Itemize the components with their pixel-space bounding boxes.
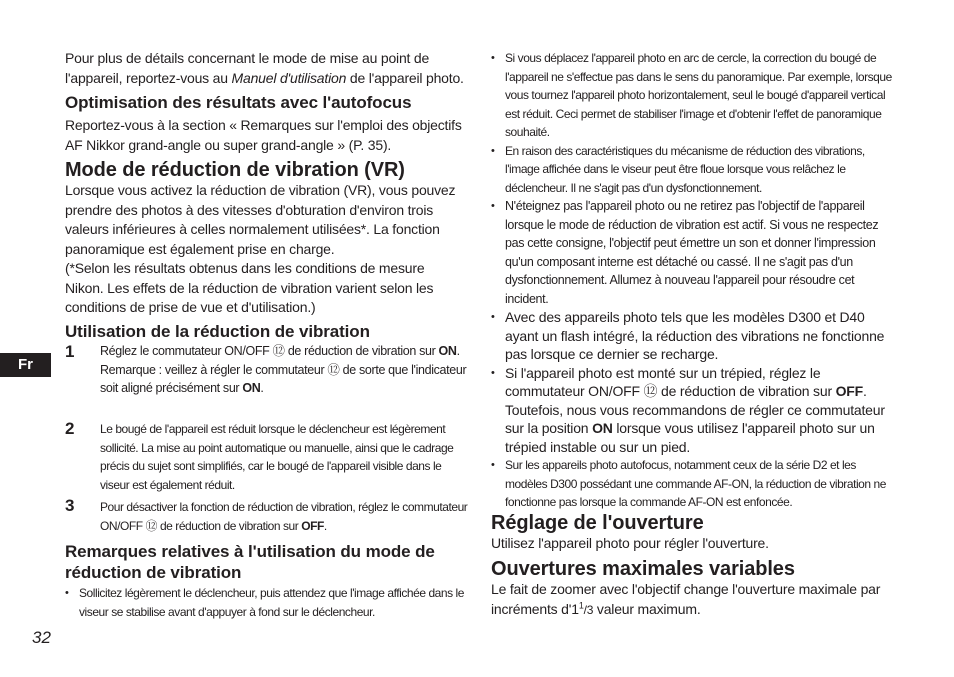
off-label: OFF [301,518,324,533]
on-label: ON [242,381,261,395]
variable-aperture-text [491,580,893,620]
vr-heading: Mode de réduction de vibration (VR) [65,159,405,181]
list-item: • N'éteignez pas l'appareil photo ou ne retirez pas l'objectif de l'appareil lorsque le mode de réduction de vibration est actif. Si vous ne respectez pas cette consigne, l'objectif peut émettre un son et donner l'impression qu'un composant interne est détaché ou cassé. Il ne s'agit pas d'un dysfonctionnement. Allumez à nouveau l'appareil pour résoudre cet incident. [491,197,893,308]
manual-title: Manuel d'utilisation [231,69,347,86]
steps-list [65,342,468,537]
step-1-note: Remarque : veillez à régler le commutateur ⑫ de sorte que l'indicateur soit aligné précisément sur [100,362,467,395]
variable-text-end: valeur maximum. [593,600,701,617]
list-item: • En raison des caractéristiques du mécanisme de réduction des vibrations, l'image affichée dans le viseur peut être floue lorsque vous relâchez le déclencheur. Il ne s'agit pas d'un dysfonctionnement. [491,142,893,198]
step-2-text: Le bougé de l'appareil est réduit lorsque le déclencheur est légèrement sollicité. La mise au point automatique ou manuelle, ainsi que le cadrage précis du sujet sont simplifiés, car le bougé de l'appareil visible dans le viseur est également réduit. [100,422,454,492]
list-item [491,364,893,457]
page-number: 32 [32,628,51,647]
intro-text: Pour plus de détails concernant le mode de mise au point de l'appareil, reportez-vous au [65,50,430,86]
step-3-line: Pour désactiver la fonction de réduction de vibration, réglez le commutateur ON/OFF ⑫ de réduction de vibration sur [100,500,468,533]
variable-aperture-heading: Ouvertures maximales variables [491,558,795,580]
vr-paragraph-2: (*Selon les résultats obtenus dans les conditions de mesure Nikon. Les effets de la réduction de vibration varient selon les conditions de prise de vue et d'utilisation.) [65,260,434,315]
tripod-text: Si l'appareil photo est monté sur un trépied, réglez le commutateur ON/OFF ⑫ de réduction de vibration sur [505,364,836,399]
step-1-text [100,342,470,398]
punct: . [323,518,327,533]
list-item: • Sollicitez légèrement le déclencheur, puis attendez que l'image affichée dans le viseur se stabilise avant d'appuyer à fond sur le déclencheur. [65,584,465,621]
variable-text: Le fait de zoomer avec l'objectif change l'ouverture maximale par incréments d'1 [491,581,881,617]
on-label: ON [592,420,613,436]
list-item: • Si vous déplacez l'appareil photo en arc de cercle, la correction du bougé de l'appareil ne s'effectue pas dans le sens du panoramique. Par exemple, lorsque vous tournez l'appareil photo horizontalement, seul le bougé d'appareil vertical est réduit. Ceci permet de stabiliser l'image et d'obtenir l'effet de panoramique souhaité. [491,49,893,142]
punct: . [260,381,264,395]
step-number: 1 [65,342,75,361]
aperture-heading: Réglage de l'ouverture [491,512,704,534]
remarks-list [65,584,465,621]
fraction-numerator: 1 [578,599,584,610]
step-number: 2 [65,419,75,438]
fraction-denominator: /3 [583,602,594,617]
intro-paragraph [65,49,465,88]
vr-notes-list [491,49,893,512]
intro-text-end: de l'appareil photo. [346,69,464,86]
on-label: ON [438,344,457,358]
step-3-text [100,498,470,535]
list-item: • Avec des appareils photo tels que les modèles D300 et D40 ayant un flash intégré, la réduction des vibrations ne fonctionne pas lorsque ce dernier se recharge. [491,308,893,364]
aperture-text: Utilisez l'appareil photo pour régler l'ouverture. [491,535,769,551]
autofocus-text: Reportez-vous à la section « Remarques sur l'emploi des objectifs AF Nikkor grand-angle ou super grand-angle » (P. 35). [65,117,462,153]
step-1-line: Réglez le commutateur ON/OFF ⑫ de réduction de vibration sur [100,344,439,358]
list-item: • Sur les appareils photo autofocus, notamment ceux de la série D2 et les modèles D300 possédant une commande AF-ON, la réduction de vibration ne fonctionne pas lorsque la commande AF-ON est enfoncée. [491,456,893,512]
usage-heading: Utilisation de la réduction de vibration [65,322,370,341]
autofocus-heading: Optimisation des résultats avec l'autofocus [65,93,412,112]
tripod-text: lorsque vous utilisez l'appareil photo sur un trépied instable ou sur un pied. [505,420,875,455]
tripod-text: . Toutefois, nous vous recommandons de régler ce commutateur sur la position [505,383,885,436]
off-label: OFF [835,383,864,399]
vr-paragraph-1: Lorsque vous activez la réduction de vibration (VR), vous pouvez prendre des photos à des vitesses d'obturation d'environ trois valeurs inférieures à celles normalement utilisées*. La fonction panoramique est également prise en charge. [65,182,456,257]
punct: . [456,344,460,358]
remarks-heading: Remarques relatives à l'utilisation du mode de réduction de vibration [65,542,435,582]
language-tab: Fr [0,353,51,377]
step-number: 3 [65,496,75,515]
